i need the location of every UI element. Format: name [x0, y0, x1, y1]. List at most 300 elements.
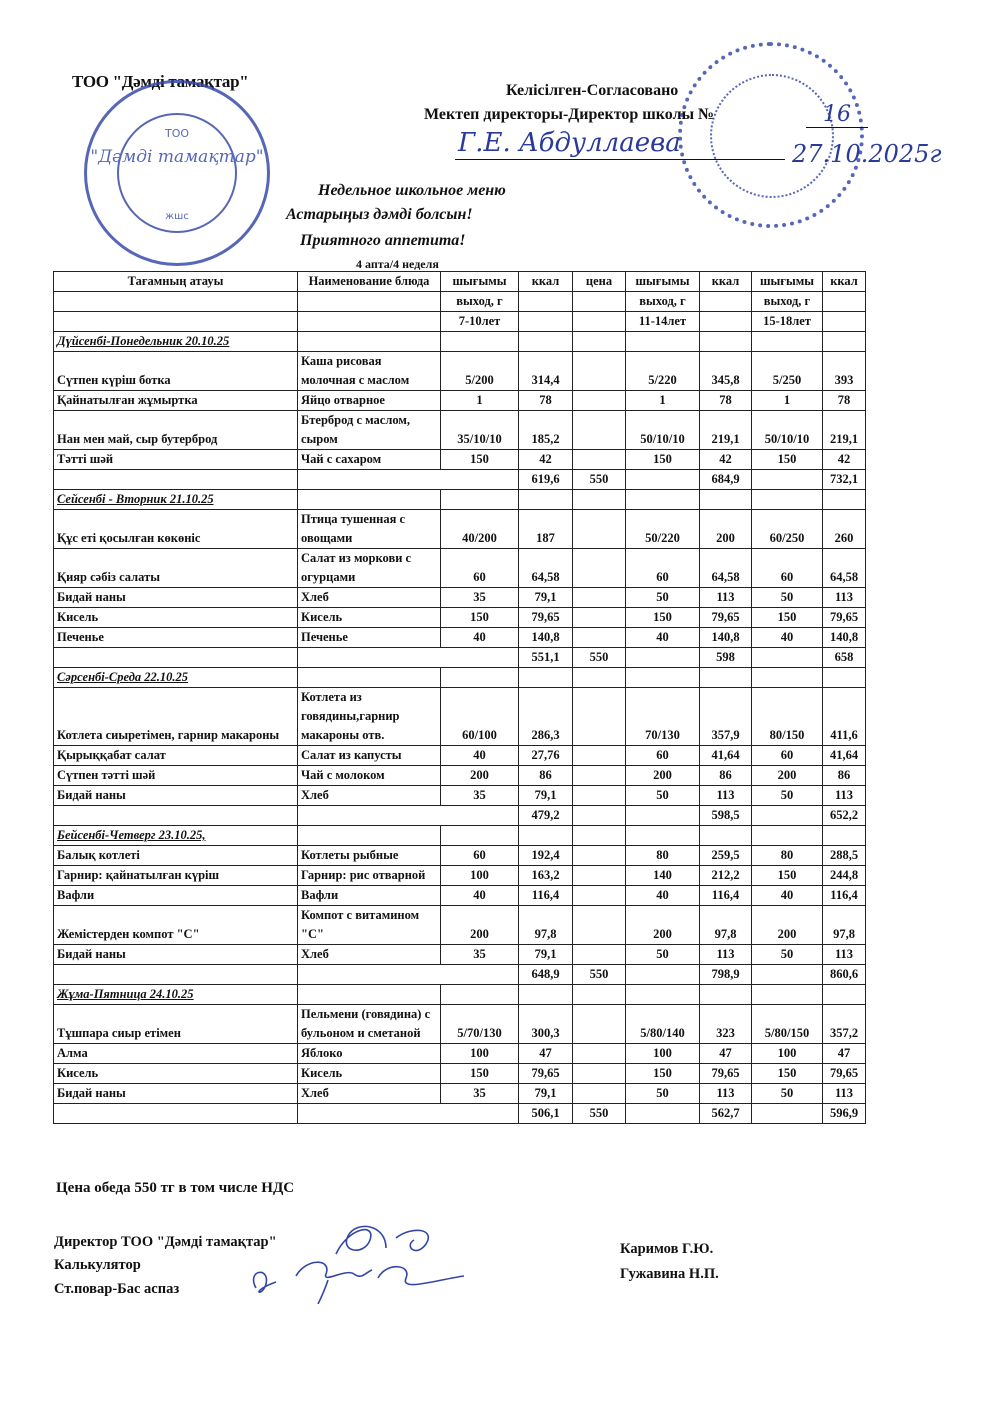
dish-name-kz: Тәтті шәй	[54, 450, 298, 470]
empty-cell	[626, 965, 700, 985]
price-cell	[573, 450, 626, 470]
empty-cell	[700, 292, 752, 312]
kcal-11-14: 140,8	[700, 628, 752, 648]
school-director-label: Мектеп директоры-Директор школы №	[424, 106, 715, 123]
dish-name-kz: Сүтпен күріш ботка	[54, 352, 298, 391]
yield-7-10: 35	[441, 786, 519, 806]
empty-cell	[441, 985, 519, 1005]
yield-11-14: 40	[626, 886, 700, 906]
yield-7-10: 150	[441, 1064, 519, 1084]
empty-cell	[298, 668, 441, 688]
dish-name-kz: Алма	[54, 1044, 298, 1064]
dish-name-ru: Кисель	[298, 608, 441, 628]
dish-name-kz: Қайнатылған жұмыртка	[54, 391, 298, 411]
dish-name-kz: Бидай наны	[54, 588, 298, 608]
stamp-text-bottom: жшс	[165, 211, 189, 222]
empty-cell	[626, 806, 700, 826]
dish-name-kz: Сүтпен тәтті шәй	[54, 766, 298, 786]
price-cell	[573, 1044, 626, 1064]
day-header-row	[54, 490, 866, 510]
yield-11-14: 50	[626, 786, 700, 806]
yield-unit-1: выход, г	[441, 292, 519, 312]
price-cell	[573, 608, 626, 628]
dish-name-ru: Птица тушенная с овощами	[298, 510, 441, 549]
yield-11-14: 50	[626, 1084, 700, 1104]
price-cell	[573, 391, 626, 411]
kcal-15-18: 97,8	[823, 906, 866, 945]
greeting-kz: Астарыңыз дәмді болсын!	[286, 206, 473, 223]
yield-15-18: 50	[752, 786, 823, 806]
empty-cell	[823, 490, 866, 510]
yield-15-18: 1	[752, 391, 823, 411]
kcal-15-18: 79,65	[823, 608, 866, 628]
name-calculator: Гужавина Н.П.	[620, 1266, 719, 1282]
total-row	[54, 965, 866, 985]
price-cell	[573, 1064, 626, 1084]
kcal-11-14: 345,8	[700, 352, 752, 391]
yield-7-10: 5/70/130	[441, 1005, 519, 1044]
dish-name-ru: Хлеб	[298, 945, 441, 965]
yield-7-10: 40	[441, 746, 519, 766]
empty-cell	[441, 490, 519, 510]
total-row	[54, 1104, 866, 1124]
price-cell	[573, 352, 626, 391]
yield-15-18: 150	[752, 866, 823, 886]
empty-cell	[54, 470, 298, 490]
empty-cell	[298, 826, 441, 846]
kcal-15-18: 78	[823, 391, 866, 411]
price-cell	[573, 746, 626, 766]
table-row	[54, 628, 866, 648]
signatures-icon	[236, 1218, 486, 1304]
day-label: Сәрсенбі-Среда 22.10.25	[54, 668, 298, 688]
kcal-7-10: 79,1	[519, 786, 573, 806]
empty-cell	[573, 332, 626, 352]
kcal-15-18: 42	[823, 450, 866, 470]
total-kcal-15-18: 652,2	[823, 806, 866, 826]
day-header-row	[54, 826, 866, 846]
dish-name-ru: Пельмени (говядина) с бульоном и сметаной	[298, 1005, 441, 1044]
kcal-15-18: 393	[823, 352, 866, 391]
empty-cell	[573, 312, 626, 332]
price-cell	[573, 1005, 626, 1044]
yield-15-18: 80	[752, 846, 823, 866]
price-cell	[573, 549, 626, 588]
empty-cell	[626, 668, 700, 688]
col-header-yield-2: шығымы	[626, 272, 700, 292]
kcal-15-18: 219,1	[823, 411, 866, 450]
yield-11-14: 5/80/140	[626, 1005, 700, 1044]
kcal-7-10: 47	[519, 1044, 573, 1064]
price-cell	[573, 945, 626, 965]
total-kcal-11-14: 598	[700, 648, 752, 668]
price-cell	[573, 628, 626, 648]
total-kcal-11-14: 798,9	[700, 965, 752, 985]
total-kcal-15-18: 860,6	[823, 965, 866, 985]
yield-7-10: 60/100	[441, 688, 519, 746]
total-price: 550	[573, 965, 626, 985]
empty-cell	[519, 985, 573, 1005]
dish-name-ru: Вафли	[298, 886, 441, 906]
empty-cell	[298, 292, 441, 312]
empty-cell	[823, 312, 866, 332]
kcal-11-14: 79,65	[700, 608, 752, 628]
empty-cell	[626, 332, 700, 352]
price-note: Цена обеда 550 тг в том числе НДС	[56, 1180, 295, 1196]
empty-cell	[519, 490, 573, 510]
dish-name-kz: Бидай наны	[54, 786, 298, 806]
day-header-row	[54, 332, 866, 352]
empty-cell	[626, 470, 700, 490]
kcal-7-10: 79,1	[519, 945, 573, 965]
dish-name-kz: Бидай наны	[54, 945, 298, 965]
kcal-7-10: 286,3	[519, 688, 573, 746]
yield-7-10: 40/200	[441, 510, 519, 549]
dish-name-ru: Чай с сахаром	[298, 450, 441, 470]
yield-15-18: 60/250	[752, 510, 823, 549]
kcal-11-14: 64,58	[700, 549, 752, 588]
table-row	[54, 766, 866, 786]
empty-cell	[298, 648, 519, 668]
empty-cell	[626, 1104, 700, 1124]
kcal-15-18: 113	[823, 945, 866, 965]
table-row	[54, 588, 866, 608]
price-cell	[573, 906, 626, 945]
dish-name-kz: Қияр сәбіз салаты	[54, 549, 298, 588]
dish-name-ru: Компот с витамином "С"	[298, 906, 441, 945]
total-kcal-7-10: 619,6	[519, 470, 573, 490]
kcal-11-14: 212,2	[700, 866, 752, 886]
yield-11-14: 50	[626, 945, 700, 965]
empty-cell	[519, 332, 573, 352]
empty-cell	[441, 826, 519, 846]
empty-cell	[752, 332, 823, 352]
company-stamp	[84, 80, 270, 266]
yield-11-14: 60	[626, 549, 700, 588]
yield-7-10: 150	[441, 608, 519, 628]
yield-15-18: 60	[752, 746, 823, 766]
yield-11-14: 50	[626, 588, 700, 608]
empty-cell	[298, 490, 441, 510]
kcal-7-10: 192,4	[519, 846, 573, 866]
kcal-11-14: 86	[700, 766, 752, 786]
week-label: 4 апта/4 неделя	[356, 257, 439, 271]
dish-name-kz: Котлета сиыретімен, гарнир макароны	[54, 688, 298, 746]
header-row	[54, 292, 866, 312]
empty-cell	[441, 332, 519, 352]
dish-name-kz: Балық котлеті	[54, 846, 298, 866]
yield-15-18: 150	[752, 1064, 823, 1084]
col-header-yield-1: шығымы	[441, 272, 519, 292]
school-number: 16	[806, 102, 868, 128]
name-director: Каримов Г.Ю.	[620, 1241, 714, 1257]
col-header-kcal-3: ккал	[823, 272, 866, 292]
total-kcal-7-10: 479,2	[519, 806, 573, 826]
total-kcal-7-10: 506,1	[519, 1104, 573, 1124]
yield-7-10: 5/200	[441, 352, 519, 391]
dish-name-ru: Кисель	[298, 1064, 441, 1084]
empty-cell	[298, 965, 519, 985]
empty-cell	[298, 332, 441, 352]
yield-7-10: 60	[441, 846, 519, 866]
table-row	[54, 945, 866, 965]
table-row	[54, 886, 866, 906]
yield-15-18: 150	[752, 450, 823, 470]
kcal-15-18: 116,4	[823, 886, 866, 906]
yield-7-10: 40	[441, 628, 519, 648]
yield-15-18: 200	[752, 766, 823, 786]
kcal-11-14: 79,65	[700, 1064, 752, 1084]
dish-name-ru: Салат из капусты	[298, 746, 441, 766]
yield-11-14: 150	[626, 608, 700, 628]
yield-11-14: 150	[626, 450, 700, 470]
kcal-7-10: 163,2	[519, 866, 573, 886]
kcal-7-10: 79,65	[519, 1064, 573, 1084]
empty-cell	[700, 668, 752, 688]
kcal-15-18: 288,5	[823, 846, 866, 866]
total-kcal-7-10: 551,1	[519, 648, 573, 668]
price-cell	[573, 846, 626, 866]
kcal-11-14: 113	[700, 1084, 752, 1104]
dish-name-ru: Хлеб	[298, 1084, 441, 1104]
yield-7-10: 60	[441, 549, 519, 588]
kcal-15-18: 64,58	[823, 549, 866, 588]
table-row	[54, 510, 866, 549]
empty-cell	[823, 826, 866, 846]
yield-11-14: 80	[626, 846, 700, 866]
greeting-ru: Приятного аппетита!	[300, 232, 466, 249]
total-kcal-11-14: 562,7	[700, 1104, 752, 1124]
menu-table	[53, 271, 866, 1124]
empty-cell	[573, 985, 626, 1005]
kcal-15-18: 113	[823, 786, 866, 806]
kcal-15-18: 79,65	[823, 1064, 866, 1084]
kcal-7-10: 86	[519, 766, 573, 786]
empty-cell	[54, 965, 298, 985]
empty-cell	[573, 292, 626, 312]
table-row	[54, 786, 866, 806]
empty-cell	[519, 292, 573, 312]
table-row	[54, 1084, 866, 1104]
kcal-11-14: 78	[700, 391, 752, 411]
dish-name-kz: Гарнир: қайнатылған күріш	[54, 866, 298, 886]
dish-name-kz: Құс еті қосылған көкөніс	[54, 510, 298, 549]
yield-15-18: 80/150	[752, 688, 823, 746]
empty-cell	[700, 490, 752, 510]
kcal-11-14: 113	[700, 786, 752, 806]
table-row	[54, 411, 866, 450]
director-signature: Г.Е. Абдуллаева	[458, 128, 681, 158]
yield-7-10: 200	[441, 906, 519, 945]
header-row	[54, 312, 866, 332]
price-cell	[573, 886, 626, 906]
yield-11-14: 5/220	[626, 352, 700, 391]
total-price: 550	[573, 648, 626, 668]
empty-cell	[626, 826, 700, 846]
empty-cell	[54, 312, 298, 332]
empty-cell	[298, 985, 441, 1005]
dish-name-ru: Каша рисовая молочная с маслом	[298, 352, 441, 391]
day-label: Жұма-Пятница 24.10.25	[54, 985, 298, 1005]
empty-cell	[441, 668, 519, 688]
yield-11-14: 100	[626, 1044, 700, 1064]
total-row	[54, 470, 866, 490]
yield-7-10: 35	[441, 588, 519, 608]
kcal-11-14: 41,64	[700, 746, 752, 766]
table-row	[54, 866, 866, 886]
yield-11-14: 200	[626, 906, 700, 945]
empty-cell	[700, 826, 752, 846]
kcal-7-10: 116,4	[519, 886, 573, 906]
total-kcal-11-14: 598,5	[700, 806, 752, 826]
price-cell	[573, 1084, 626, 1104]
dish-name-ru: Чай с молоком	[298, 766, 441, 786]
price-cell	[573, 786, 626, 806]
empty-cell	[54, 648, 298, 668]
empty-cell	[298, 470, 519, 490]
yield-11-14: 150	[626, 1064, 700, 1084]
dish-name-kz: Вафли	[54, 886, 298, 906]
price-cell	[573, 588, 626, 608]
yield-7-10: 150	[441, 450, 519, 470]
yield-11-14: 70/130	[626, 688, 700, 746]
empty-cell	[54, 292, 298, 312]
kcal-7-10: 140,8	[519, 628, 573, 648]
price-cell	[573, 411, 626, 450]
total-kcal-15-18: 596,9	[823, 1104, 866, 1124]
total-kcal-15-18: 658	[823, 648, 866, 668]
yield-11-14: 50/10/10	[626, 411, 700, 450]
empty-cell	[54, 1104, 298, 1124]
day-label: Дүйсенбі-Понедельник 20.10.25	[54, 332, 298, 352]
table-row	[54, 1005, 866, 1044]
empty-cell	[573, 668, 626, 688]
price-cell	[573, 866, 626, 886]
age-group-1: 7-10лет	[441, 312, 519, 332]
kcal-7-10: 187	[519, 510, 573, 549]
kcal-15-18: 140,8	[823, 628, 866, 648]
kcal-11-14: 323	[700, 1005, 752, 1044]
table-row	[54, 746, 866, 766]
age-group-2: 11-14лет	[626, 312, 700, 332]
role-head-cook: Ст.повар-Бас аспаз	[54, 1281, 180, 1297]
yield-15-18: 60	[752, 549, 823, 588]
empty-cell	[700, 985, 752, 1005]
kcal-7-10: 79,1	[519, 1084, 573, 1104]
yield-15-18: 50/10/10	[752, 411, 823, 450]
total-kcal-7-10: 648,9	[519, 965, 573, 985]
yield-11-14: 40	[626, 628, 700, 648]
dish-name-kz: Печенье	[54, 628, 298, 648]
total-price	[573, 806, 626, 826]
kcal-11-14: 259,5	[700, 846, 752, 866]
kcal-7-10: 42	[519, 450, 573, 470]
dish-name-kz: Кисель	[54, 608, 298, 628]
col-header-ru: Наименование блюда	[298, 272, 441, 292]
yield-15-18: 150	[752, 608, 823, 628]
yield-15-18: 5/250	[752, 352, 823, 391]
empty-cell	[823, 292, 866, 312]
yield-7-10: 35	[441, 1084, 519, 1104]
empty-cell	[752, 965, 823, 985]
dish-name-ru: Яйцо отварное	[298, 391, 441, 411]
day-header-row	[54, 668, 866, 688]
total-kcal-11-14: 684,9	[700, 470, 752, 490]
yield-unit-2: выход, г	[626, 292, 700, 312]
table-row	[54, 352, 866, 391]
yield-7-10: 200	[441, 766, 519, 786]
kcal-15-18: 260	[823, 510, 866, 549]
yield-15-18: 40	[752, 886, 823, 906]
table-row	[54, 1064, 866, 1084]
yield-7-10: 35	[441, 945, 519, 965]
dish-name-ru: Салат из моркови с огурцами	[298, 549, 441, 588]
yield-7-10: 35/10/10	[441, 411, 519, 450]
dish-name-kz: Бидай наны	[54, 1084, 298, 1104]
yield-15-18: 50	[752, 945, 823, 965]
day-label: Бейсенбі-Четверг 23.10.25,	[54, 826, 298, 846]
table-row	[54, 906, 866, 945]
yield-15-18: 200	[752, 906, 823, 945]
kcal-15-18: 86	[823, 766, 866, 786]
kcal-7-10: 78	[519, 391, 573, 411]
kcal-7-10: 97,8	[519, 906, 573, 945]
yield-11-14: 50/220	[626, 510, 700, 549]
dish-name-kz: Тұшпара сиыр етімен	[54, 1005, 298, 1044]
empty-cell	[752, 826, 823, 846]
yield-7-10: 100	[441, 1044, 519, 1064]
empty-cell	[700, 332, 752, 352]
kcal-15-18: 113	[823, 588, 866, 608]
empty-cell	[298, 312, 441, 332]
total-row	[54, 648, 866, 668]
yield-7-10: 1	[441, 391, 519, 411]
kcal-7-10: 79,65	[519, 608, 573, 628]
empty-cell	[752, 985, 823, 1005]
yield-15-18: 50	[752, 1084, 823, 1104]
kcal-11-14: 97,8	[700, 906, 752, 945]
empty-cell	[752, 470, 823, 490]
yield-15-18: 50	[752, 588, 823, 608]
kcal-11-14: 200	[700, 510, 752, 549]
yield-15-18: 40	[752, 628, 823, 648]
empty-cell	[752, 806, 823, 826]
kcal-11-14: 116,4	[700, 886, 752, 906]
table-row	[54, 688, 866, 746]
role-director: Директор ТОО "Дәмді тамақтар"	[54, 1234, 277, 1250]
col-header-yield-3: шығымы	[752, 272, 823, 292]
table-row	[54, 549, 866, 588]
empty-cell	[752, 490, 823, 510]
kcal-7-10: 79,1	[519, 588, 573, 608]
kcal-15-18: 357,2	[823, 1005, 866, 1044]
yield-15-18: 100	[752, 1044, 823, 1064]
yield-11-14: 200	[626, 766, 700, 786]
total-row	[54, 806, 866, 826]
total-kcal-15-18: 732,1	[823, 470, 866, 490]
dish-name-kz: Нан мен май, сыр бутерброд	[54, 411, 298, 450]
dish-name-kz: Кисель	[54, 1064, 298, 1084]
kcal-11-14: 47	[700, 1044, 752, 1064]
dish-name-ru: Печенье	[298, 628, 441, 648]
empty-cell	[298, 806, 519, 826]
empty-cell	[823, 332, 866, 352]
yield-11-14: 1	[626, 391, 700, 411]
table-row	[54, 846, 866, 866]
kcal-15-18: 113	[823, 1084, 866, 1104]
kcal-11-14: 113	[700, 588, 752, 608]
yield-7-10: 40	[441, 886, 519, 906]
